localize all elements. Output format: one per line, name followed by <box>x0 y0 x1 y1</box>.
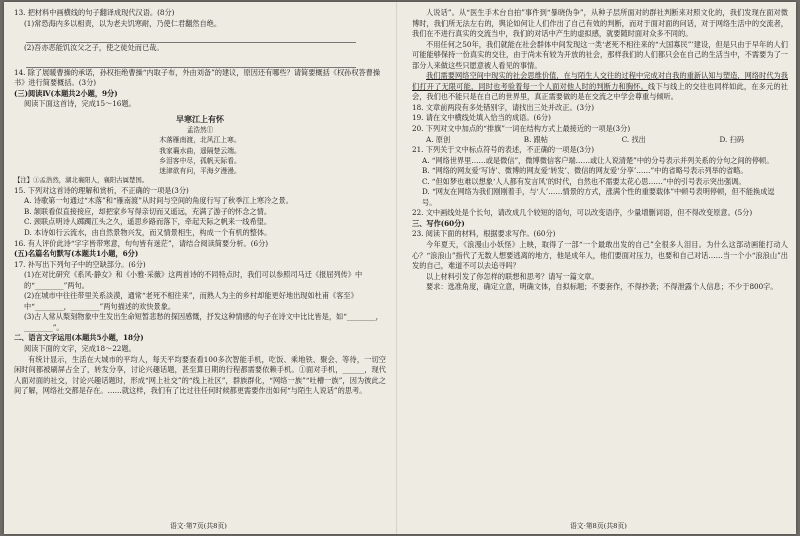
q15-option-d: D. 本诗如行云流水，由自然景物兴发，而又情景相生，构成一个有机的整体。 <box>24 227 272 237</box>
left-page <box>14 8 386 397</box>
reading-passage: 有统计显示，生活在大城市的平均人，每天平均要查看100多次智能手机，吃饭、乘地铁、聚会、等待，一切空闲时间都被刷屏占全了，转发分享，讨论兴趣话题，甚至算日期的行程都需要依赖手机。①面对手机，______，现代人面对面的社交，讨论兴趣话题时，形成“网上社交”的“线上社区”，群族群化，“网络一族”“吐槽一族”，因为彼此之间了解，网络社交都是存在。……就这样，我们有了比过往任何时候都更需要作出如何“与陌生人说话”的思考。 <box>14 354 386 396</box>
q17-1: (1)在对比研究《系风·静女》和《小雅·采薇》这两首诗的不同特点时，我们可以参照司马迁《报屈列传》中的“________”两句。 <box>24 270 363 290</box>
q20-option-a: A. 原创 <box>426 134 451 144</box>
passage-text: 线下与线上的交往也同样如此，在多元的社会，我们也不能只是在自己的世界里，真正需要做的是在交流之中学会尊重与倾听。 <box>412 81 788 102</box>
page-fold <box>396 2 398 534</box>
q21-option-b: B. “网络的网友爱‘写诗’、微博的网友爱‘转发’、微信的网友爱‘分享’……”中的省略号表示列举的省略。 <box>422 166 748 176</box>
right-page <box>412 8 788 293</box>
poem-line: 木落雁南渡，北风江上寒。 <box>159 136 241 145</box>
q20-option-d: D. 扫码 <box>719 134 744 144</box>
q13-2: (2)吾亦恶能饥汝父之子，使之徒处而已哉。 <box>24 43 164 53</box>
q19: 19. 请在文中横线处填入恰当的成语。(6分) <box>412 113 551 123</box>
poem-line: 乡泪客中尽，孤帆天际看。 <box>159 156 241 165</box>
q20-options <box>412 135 788 146</box>
section2-heading: 二、语言文字运用(本题共5小题，18分) <box>14 333 144 343</box>
section3-writing-heading: 三、写作(60分) <box>412 218 465 228</box>
q23-material: 今年夏天，《浪漫山小妖怪》上映，取得了一部“一个最敢出发的自己”全很多人泪目。为什么这部动画能打动人心？“浪浪山”指代了无数人想要逃离的地方，他是成年人，他们要面对压力，也要和自己对话……当一个小“浪浪山”出发的自己，难道不可以去追寻吗？ <box>412 240 788 271</box>
q15: 15. 下列对这首诗的理解和赏析，不正确的一项是(3分) <box>14 185 189 195</box>
section2-intro: 阅读下面的文字，完成18～22题。 <box>24 343 136 353</box>
section3-intro: 阅读下面这首诗，完成15～16题。 <box>24 99 136 109</box>
q15-option-a: A. 诗歌第一句通过“木落”和“雁南渡”从时间与空间的角度行写了秋季江上寒冷之景。 <box>24 196 293 206</box>
q13: 13. 把材料中画横线的句子翻译成现代汉语。(8分) <box>14 8 175 17</box>
section3-heading: (三)阅读Ⅳ(本题共2小题，9分) <box>14 88 118 98</box>
answer-line <box>26 56 356 68</box>
page-footer-right: 语文·第8页(共8页) <box>570 522 627 530</box>
q20-option-c: C. 找出 <box>621 134 646 144</box>
q23-prompt: 以上材料引发了你怎样的联想和思考？请写一篇文章。 <box>426 271 599 281</box>
passage-paragraph: 不用任何之50年，我们就能在社会群体中间发现这一类‘老死不相往来的“大国寡民”’建设，但是只由于早年的人们可能能够保持一份真实的交往，由于尚未有较为开放的社会，那样我们的人们都只会在自己的生活当中，不需要为了一部分人来做这些只愿意被人看见的事情。 <box>412 39 788 70</box>
poem-author: 孟浩然① <box>186 125 214 134</box>
poem-title: 早寒江上有怀 <box>176 113 224 124</box>
q17: 17. 补写出下列句子中的空缺部分。(6分) <box>14 259 146 269</box>
q21-option-c: C. “但如梦也难以想象‘人人都有发言风’的时代，自然也不需要太花心思……”中的引号表示突出强调。 <box>422 176 746 186</box>
passage-paragraph <box>412 71 788 103</box>
q13-1: (1)常恐海内多以相责，以为老夫饥寒耐，乃使仁君翻然自绝。 <box>24 18 222 28</box>
q15-option-b: B. 颔联看似直接接应，却把家乡写得亲切而又遥远，充满了游子的怀念之情。 <box>24 206 272 216</box>
q17-3: (3)古人常从梨刻物象中生发出生命短暂悲愁的探因感慨，抒发这种情感的句子在诗文中比比皆是，如“________，________”。 <box>24 312 383 332</box>
q21-option-d: D. “网友在网络为我们刚刚着手，与‘人’……情景的方式，涨满个性的重要载体”中顿号表明停顿，但不能换成逗号。 <box>422 187 775 207</box>
q15-option-c: C. 颈联点明诗人踯躅江头之久，遥思乡路而落下，牵起天际之帆来一线希望。 <box>24 217 272 227</box>
q14: 14. 除了展暖曹操的承诺，孙权拒绝曹操“内取子布，外由刘备”的建议，原因还有哪些？请简要概括《权孙权答曹操书》进行简要概括。(3分) <box>14 67 381 88</box>
q20: 20. 下列对文中加点的“排旗”一词在结构方式上最接近的一项是(3分) <box>412 124 631 134</box>
answer-line <box>26 31 356 43</box>
passage-continued: 人说话”。从“医生手术台自拍”事件到“暴晓伪争”，从种子层所面对的群社判断来对照文化的，我们发现在面对微博时，我们所无法左右的，舆论如何让人们作出了自己有效的判断，而对于面对面的问话，对于网络生活中的交流者，我们在不进行真实的交流当中，我们的对话中产生的虚拟感，就要随时面对众多不同的。 <box>412 8 788 39</box>
q20-option-b: B. 跟帖 <box>523 134 549 144</box>
q23-requirements: 要求：选准角度，确定立意，明确文体，自拟标题；不要套作，不得抄袭；不得泄露个人信息；不少于800字。 <box>426 282 778 292</box>
underlined-sentence: 我们需要网络空间中现实的社会思维价值，在与陌生人交往的过程中完成对自我的重新认知与塑造，网络时代为我们打开了无限可能，同时也考验着每一个人面对他人时的判断力和胸怀。 <box>412 71 788 91</box>
poem-note: 【注】①孟浩然，湖北襄阳人，襄阳古属楚国。 <box>14 176 149 185</box>
q18: 18. 文章前两段有多处错别字，请找出三处并改正。(3分) <box>412 102 595 112</box>
q17-2: (2)在城市中往往带里关系淡漠，通常“老死不相往来”，而熟人为主的乡村却能更好地出现如杜甫《客至》中“________，________”两句描述的欢快景象。 <box>24 291 358 311</box>
poem-line: 我家襄水曲，遥隔楚云端。 <box>159 146 241 155</box>
poem-line: 迷津欲有问，平海夕漫漫。 <box>159 166 241 175</box>
page-footer-left: 语文·第7页(共8页) <box>170 522 227 530</box>
q16: 16. 有人评价此诗“字字皆带寒意，句句皆有迷茫”，请结合阅读简要分析。(6分) <box>14 238 269 248</box>
q23: 23. 阅读下面的材料，根据要求写作。(60分) <box>412 229 556 239</box>
q21-option-a: A. “网络世界里……或是微信”，微博微信客户端……或让人说清楚”中的分号表示并列关系的分句之间的停顿。 <box>422 155 774 165</box>
q22: 22. 文中画线处是个长句，请改成几个较短的语句，可以改变语序，少量增删词语，但不得改变原意。(5分) <box>412 208 753 218</box>
section5-heading: (五)名篇名句默写(本题共1小题，6分) <box>14 249 139 259</box>
q21: 21. 下列关于文中标点符号的表述，不正确的一项是(3分) <box>412 145 595 155</box>
